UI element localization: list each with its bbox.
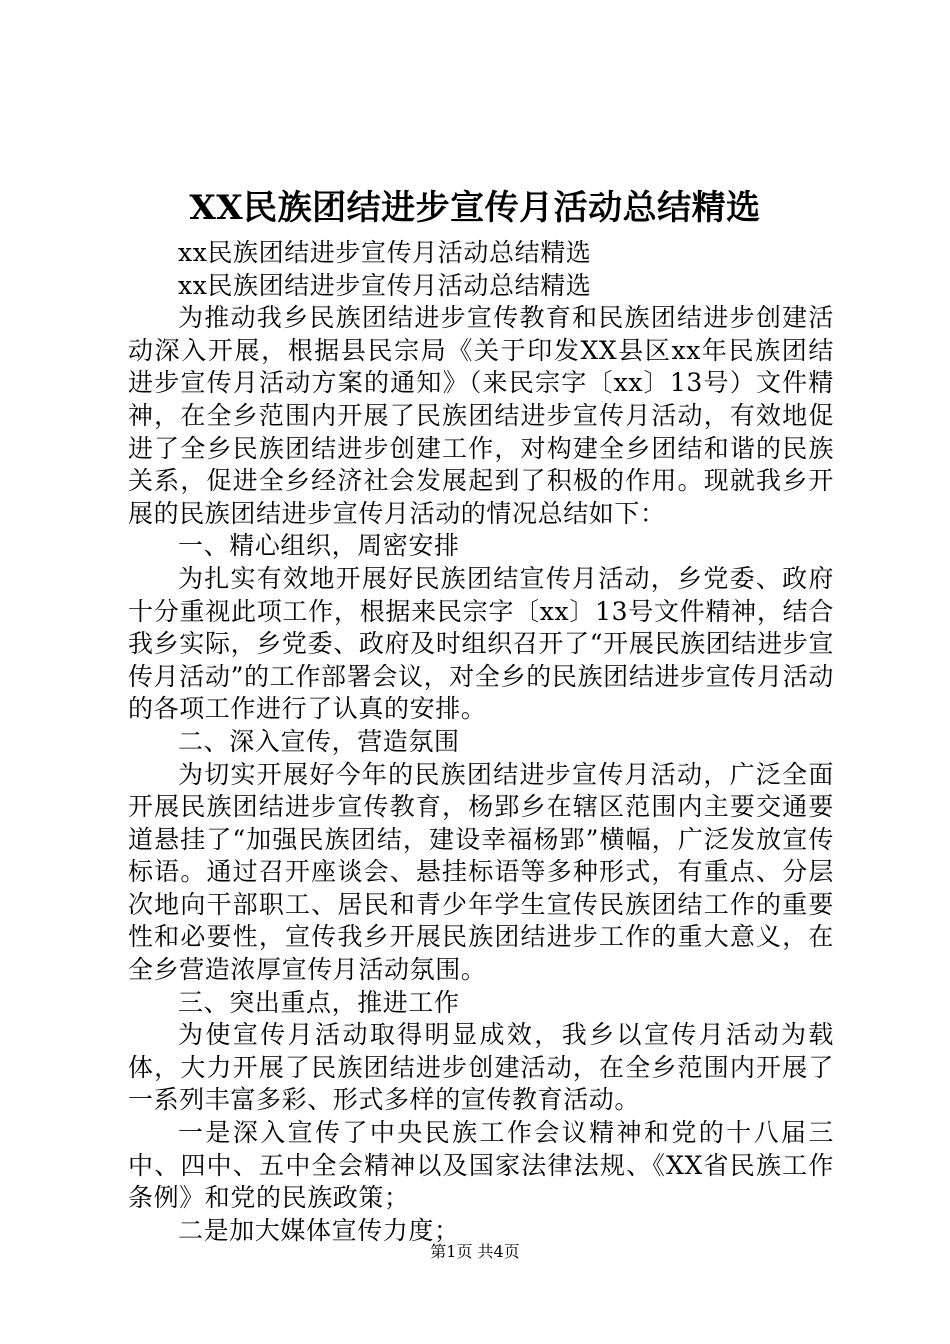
body-paragraph: 一是深入宣传了中央民族工作会议精神和党的十八届三中、四中、五中全会精神以及国家法律法规、《XX省民族工作条例》和党的民族政策； (128, 1118, 834, 1213)
document-body (128, 237, 834, 1247)
body-paragraph: 二是加大媒体宣传力度； (178, 1215, 460, 1245)
subtitle-line: xx民族团结进步宣传月活动总结精选 (178, 270, 592, 300)
body-paragraph: 为推动我乡民族团结进步宣传教育和民族团结进步创建活动深入开展，根据县民宗局《关于印发XX县区xx年民族团结进步宣传月活动方案的通知》（来民宗字〔xx〕13号）文件精神，在全乡范围内开展了民族团结进步宣传月活动，有效地促进了全乡民族团结进步创建工作，对构建全乡团结和谐的民族关系，促进全乡经济社会发展起到了积极的作用。现就我乡开展的民族团结进步宣传月活动的情况总结如下： (128, 303, 834, 528)
section-heading: 一、精心组织，周密安排 (178, 531, 460, 561)
body-paragraph: 为扎实有效地开展好民族团结宣传月活动，乡党委、政府十分重视此项工作，根据来民宗字〔xx〕13号文件精神，结合我乡实际，乡党委、政府及时组织召开了“开展民族团结进步宣传月活动”的工作部署会议，对全乡的民族团结进步宣传月活动的各项工作进行了认真的安排。 (128, 563, 834, 724)
body-paragraph: 为使宣传月活动取得明显成效，我乡以宣传月活动为载体，大力开展了民族团结进步创建活动，在全乡范围内开展了一系列丰富多彩、形式多样的宣传教育活动。 (128, 1020, 834, 1115)
page-footer: 第1页 共4页 (430, 1242, 520, 1261)
section-heading: 二、深入宣传，营造氛围 (178, 726, 460, 756)
document-title: XX民族团结进步宣传月活动总结精选 (189, 188, 761, 228)
subtitle-line: xx民族团结进步宣传月活动总结精选 (178, 238, 592, 267)
body-paragraph: 为切实开展好今年的民族团结进步宣传月活动，广泛全面开展民族团结进步宣传教育，杨郢乡在辖区范围内主要交通要道悬挂了“加强民族团结，建设幸福杨郢”横幅，广泛发放宣传标语。通过召开座谈会、悬挂标语等多种形式，有重点、分层次地向干部职工、居民和青少年学生宣传民族团结工作的重要性和必要性，宣传我乡开展民族团结进步工作的重大意义，在全乡营造浓厚宣传月活动氛围。 (128, 759, 834, 985)
section-heading: 三、突出重点，推进工作 (178, 987, 460, 1017)
